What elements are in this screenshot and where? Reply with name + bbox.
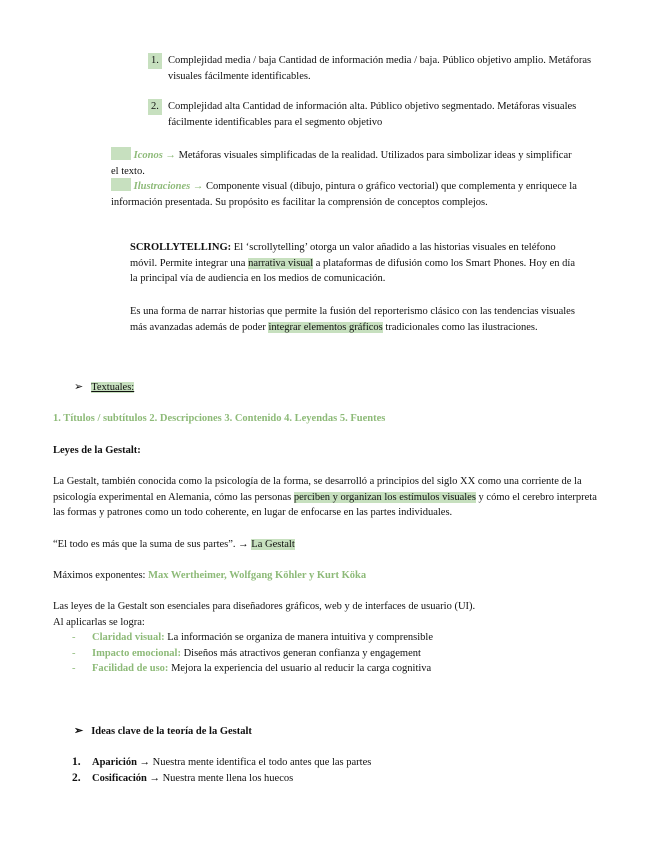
- arrow-bullet-icon: ➢: [74, 725, 84, 737]
- ideas-heading: [74, 724, 252, 740]
- arrow-bullet-icon: ➢: [74, 381, 84, 393]
- benefit-item: [72, 661, 592, 677]
- gestalt-paragraph-1: [53, 474, 603, 521]
- idea-text: → Nuestra mente identifica el todo antes que las partes: [139, 757, 372, 768]
- idea-item: [72, 755, 592, 771]
- iconos-text: Metáforas visuales simplificadas de la realidad. Utilizados para simbolizar ideas y simplificar el texto.: [111, 150, 572, 177]
- list1-item-1-text: Complejidad media / baja Cantidad de información media / baja. Público objetivo amplio. Metáforas visuales fácilmente identificables.: [168, 55, 592, 82]
- benefit-item: [72, 646, 592, 662]
- gestalt-p1-b: y cómo el cerebro interpreta las formas y patrones como un todo coherente, en lugar de enfocarse en las partes individuales.: [53, 491, 597, 518]
- gestalt-exponents-label: Máximos exponentes:: [53, 570, 146, 581]
- ideas-heading-text: Ideas clave de la teoría de la Gestalt: [91, 726, 252, 737]
- scrolly-p1-a: El ‘scrollytelling’ otorga un valor añadido a las historias visuales en teléfono móvil. Permite integrar una: [130, 242, 556, 269]
- dash-bullet: -: [72, 632, 76, 643]
- scrolly-paragraph-1: [130, 240, 578, 287]
- benefit-text: La información se organiza de manera intuitiva y comprensible: [167, 632, 433, 643]
- scrolly-p2-b: tradicionales como las ilustraciones.: [385, 321, 538, 333]
- scrolly-p2-a: Es una forma de narrar historias que permite la fusión del reporterismo clásico con las tendencias visuales más avanzadas además de poder: [130, 306, 575, 333]
- scrolly-p2-highlight: integrar elementos gráficos: [268, 321, 383, 333]
- iconos-bullet-mark: [111, 147, 131, 160]
- idea-label: Aparición: [92, 757, 137, 768]
- gestalt-quote-text: “El todo es más que la suma de sus partes”. →: [53, 539, 249, 550]
- ilustraciones-bullet-mark: [111, 178, 131, 191]
- benefit-label: Facilidad de uso:: [92, 663, 169, 674]
- list1-item-1-num: 1.: [148, 53, 162, 69]
- benefit-label: Impacto emocional:: [92, 647, 181, 659]
- gestalt-quote-highlight: La Gestalt: [251, 539, 295, 550]
- ilustraciones-label: Ilustraciones →: [133, 181, 204, 192]
- idea-num: 1.: [72, 756, 81, 768]
- idea-label: Cosificación: [92, 772, 147, 784]
- idea-text: → Nuestra mente llena los huecos: [149, 772, 294, 784]
- benefit-item: [72, 630, 592, 646]
- ilustraciones-item: [111, 178, 581, 210]
- iconos-label: Iconos →: [133, 150, 176, 161]
- gestalt-exponents-names: Max Wertheimer, Wolfgang Köhler y Kurt Köka: [148, 570, 367, 581]
- idea-num: 2.: [72, 771, 81, 784]
- gestalt-p1-a: La Gestalt, también conocida como la psicología de la forma, se desarrolló a principios del siglo XX como una corriente de la psicología experimental en Alemania, cómo las personas: [53, 476, 582, 503]
- dash-bullet: -: [72, 663, 76, 674]
- scrolly-paragraph-2: [130, 304, 590, 335]
- gestalt-benefits-list: [72, 630, 592, 677]
- scrolly-p1-highlight: narrativa visual: [248, 257, 314, 269]
- gestalt-laws-p2: Al aplicarlas se logra:: [53, 616, 145, 628]
- textuales-list: 1. Títulos / subtítulos 2. Descripciones 3. Contenido 4. Leyendas 5. Fuentes: [53, 413, 386, 424]
- scrolly-p1-b: a plataformas de difusión como los Smart Phones. Hoy en día la principal vía de audiencia en los medios de comunicación.: [130, 257, 575, 284]
- ilustraciones-text: Componente visual (dibujo, pintura o gráfico vectorial) que complementa y enriquece la información presentada. Su propósito es facilitar la comprensión de conceptos complejos.: [111, 181, 577, 208]
- benefit-text: Diseños más atractivos generan confianza y engagement: [183, 647, 421, 659]
- gestalt-heading: Leyes de la Gestalt:: [53, 445, 141, 456]
- textuales-heading: [74, 380, 134, 396]
- scrolly-title: SCROLLYTELLING:: [130, 242, 232, 253]
- gestalt-p1-highlight: perciben y organizan los estímulos visuales: [293, 491, 476, 503]
- list1-item-2-num: 2.: [148, 99, 162, 115]
- textuales-label: Textuales:: [91, 382, 135, 393]
- gestalt-laws-p1: Las leyes de la Gestalt son esenciales para diseñadores gráficos, web y de interfaces de usuario (UI).: [53, 601, 476, 612]
- list1-item-2: [150, 99, 595, 130]
- gestalt-exponents: [53, 568, 603, 584]
- benefit-text: Mejora la experiencia del usuario al reducir la carga cognitiva: [171, 663, 432, 674]
- gestalt-laws-paragraph: [53, 599, 613, 630]
- benefit-label: Claridad visual:: [92, 632, 165, 643]
- list1-item-1: [150, 53, 595, 84]
- list1-item-2-text: Complejidad alta Cantidad de información alta. Público objetivo segmentado. Metáforas visuales fácilmente identificables para el segmento objetivo: [168, 101, 577, 128]
- gestalt-quote: [53, 537, 603, 553]
- ideas-list: [72, 755, 592, 786]
- idea-item: [72, 771, 592, 787]
- dash-bullet: -: [72, 647, 76, 659]
- iconos-item: [111, 147, 581, 179]
